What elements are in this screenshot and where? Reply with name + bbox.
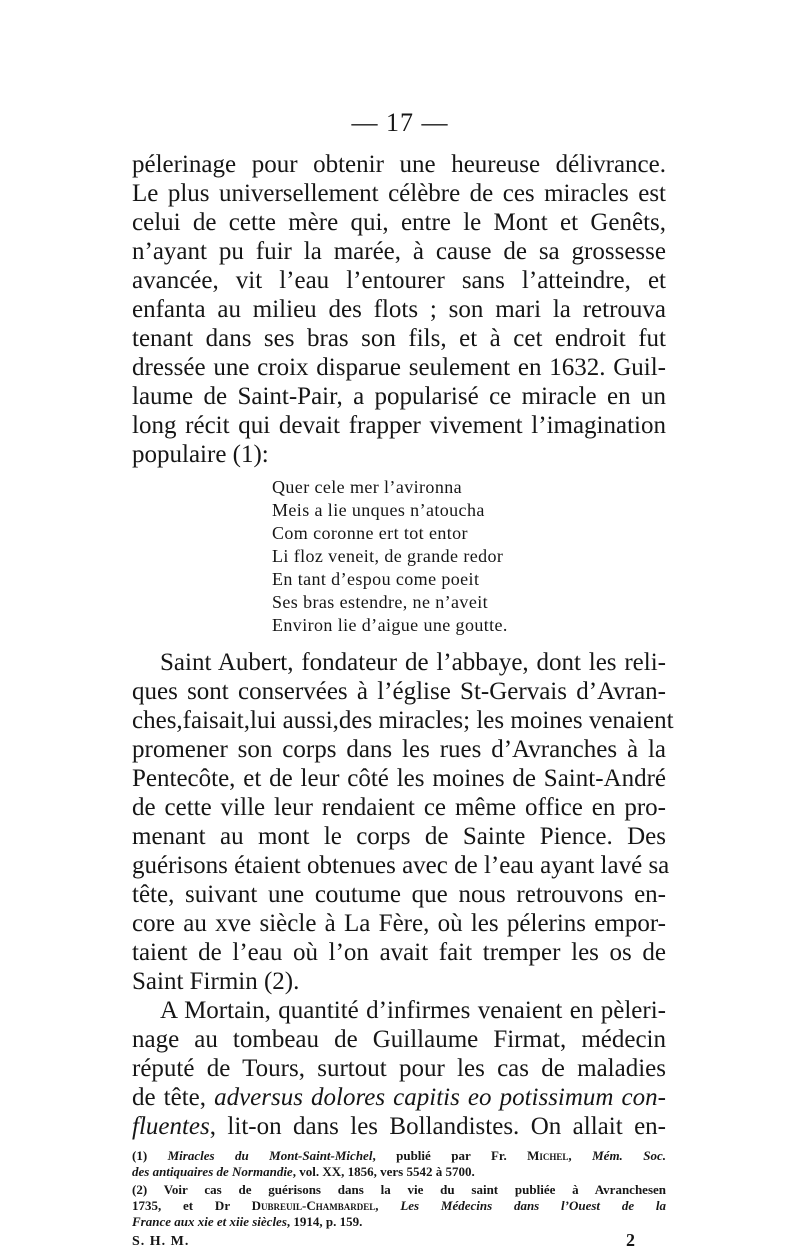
footnote-author: Dubreuil-Chambardel — [251, 1198, 376, 1213]
text-line: Le plus universellement célèbre de ces miracles est — [132, 180, 666, 207]
text-run: , lit-on dans les Bollandistes. On allait en- — [209, 1113, 666, 1140]
footnote-title: Les Médecins dans l’Ouest de la — [400, 1198, 666, 1213]
text-line: Pentecôte, et de leur côté les moines de Saint-André — [132, 765, 666, 792]
footnote-journal: Mém. Soc. — [592, 1148, 666, 1163]
text-run: de tête, — [132, 1084, 215, 1111]
text-line: menant au mont le corps de Sainte Pience. Des — [132, 823, 666, 850]
text-line: populaire (1): — [132, 441, 269, 468]
printer-signature: S. H. M. — [132, 1234, 190, 1249]
text-line: core au xve siècle à La Fère, où les pélerins empor- — [132, 910, 666, 937]
text-run: 1735, et Dr — [132, 1198, 252, 1213]
footnote-2-line: (2) Voir cas de guérisons dans la vie du saint publiée à Avranchesen — [132, 1182, 666, 1197]
text-line: guérisons étaient obtenues avec de l’eau ayant lavé sa — [132, 852, 670, 879]
text-line: pélerinage pour obtenir une heureuse délivrance. — [132, 151, 666, 178]
text-run: , vol. XX, 1856, vers 5542 à 5700. — [292, 1164, 475, 1179]
verse-line: Li floz veneit, de grande redor — [272, 546, 504, 566]
text-line: taient de l’eau où l’on avait fait tremper les os de — [132, 939, 666, 966]
text-run: , — [568, 1148, 593, 1163]
text-line: réputé de Tours, surtout pour les cas de maladies — [132, 1055, 666, 1082]
footnote-2-line — [132, 1214, 666, 1230]
text-run: , 1914, p. 159. — [286, 1214, 363, 1229]
latin-quote: adversus dolores capitis eo potissimum con- — [214, 1084, 666, 1111]
text-line — [132, 1083, 666, 1113]
text-run: , — [375, 1198, 401, 1213]
text-line: ques sont conservées à l’église St-Gervais d’Avran- — [132, 678, 666, 705]
footnote-title: France aux xie et xiie siècles — [132, 1214, 287, 1229]
verse-line: Meis a lie unques n’atoucha — [272, 500, 485, 520]
text-line: nage au tombeau de Guillaume Firmat, médecin — [132, 1026, 666, 1053]
latin-quote: fluentes — [132, 1113, 210, 1140]
text-run: , publié par Fr. — [372, 1148, 528, 1163]
text-line: avancée, vit l’eau l’entourer sans l’atteindre, et — [132, 267, 666, 294]
text-line: Saint Firmin (2). — [132, 968, 300, 995]
footnote-author: Michel — [527, 1148, 569, 1163]
footnote-1-line — [132, 1164, 666, 1180]
footnote-journal: des antiquaires de Normandie — [132, 1164, 293, 1179]
sheet-mark: 2 — [626, 1230, 635, 1250]
verse-line: En tant d’espou come poeit — [272, 569, 480, 589]
verse-line: Com coronne ert tot entor — [272, 523, 468, 543]
verse-line: Environ lie d’aigue une goutte. — [272, 615, 508, 635]
footnote-marker: (1) — [132, 1148, 168, 1163]
verse-line: Quer cele mer l’avironna — [272, 477, 463, 497]
text-line: A Mortain, quantité d’infirmes venaient en pèleri- — [160, 997, 666, 1024]
footnote-2-line — [132, 1198, 666, 1214]
text-line — [132, 1112, 666, 1142]
text-line: promener son corps dans les rues d’Avranches à la — [132, 736, 666, 763]
text-line: long récit qui devait frapper vivement l’imagination — [132, 412, 666, 439]
text-line: celui de cette mère qui, entre le Mont et Genêts, — [132, 209, 666, 236]
text-line: tenant dans ses bras son fils, et à cet endroit fut — [132, 325, 666, 352]
verse-line: Ses bras estendre, ne n’aveit — [272, 592, 489, 612]
text-line: n’ayant pu fuir la marée, à cause de sa grossesse — [132, 238, 666, 265]
text-line: tête, suivant une coutume que nous retrouvons en- — [132, 881, 666, 908]
text-line: ches,faisait,lui aussi,des miracles; les moines venaient — [132, 707, 674, 734]
text-line: de cette ville leur rendaient ce même office en pro- — [132, 794, 666, 821]
text-line: dressée une croix disparue seulement en 1632. Guil- — [132, 354, 666, 381]
footnote-title: Miracles du Mont-Saint-Michel — [167, 1148, 373, 1163]
text-line: enfanta au milieu des flots ; son mari la retrouva — [132, 296, 666, 323]
footnote-1-line — [132, 1148, 666, 1164]
text-line: laume de Saint-Pair, a popularisé ce miracle en un — [132, 383, 666, 410]
page-number: — 17 — — [351, 108, 449, 137]
text-line: Saint Aubert, fondateur de l’abbaye, dont les reli- — [160, 649, 666, 676]
